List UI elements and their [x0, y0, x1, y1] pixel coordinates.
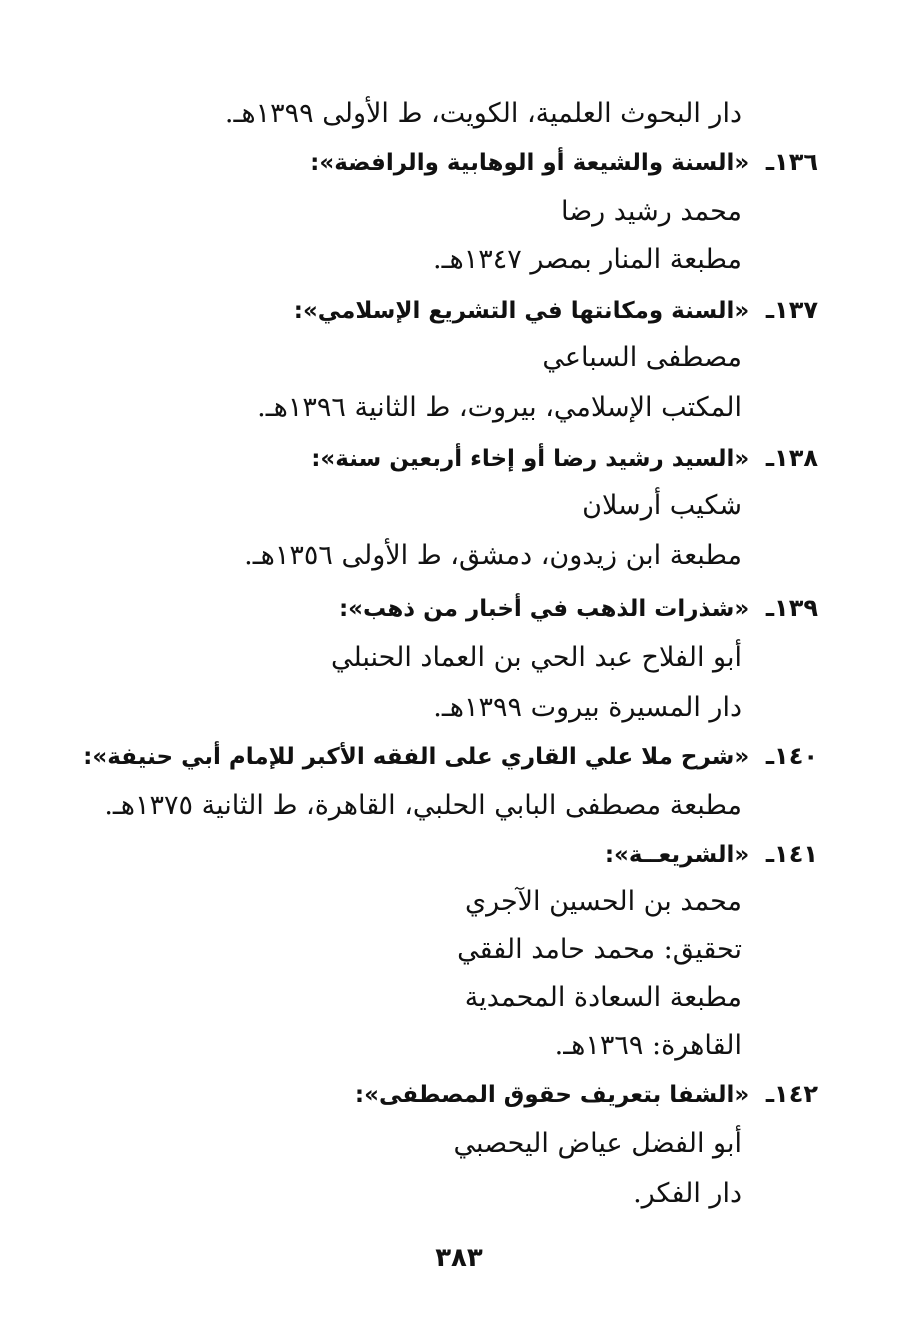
entry-heading	[83, 736, 818, 777]
body-line: دار البحوث العلمية، الكويت، ط الأولى ١٣٩٩هـ.	[224, 98, 742, 129]
body-line: أبو الفلاح عبد الحي بن العماد الحنبلي	[330, 642, 742, 673]
entry-number: ١٣٩ـ	[765, 594, 818, 622]
entry-title: «الشريعــة»:	[604, 842, 750, 868]
entry-heading	[355, 1074, 818, 1115]
entry-title: «شرح ملا علي القاري على الفقه الأكبر للإمام أبي حنيفة»:	[83, 744, 750, 770]
body-line: مصطفى السباعي	[542, 342, 742, 373]
entry-title: «السيد رشيد رضا أو إخاء أربعين سنة»:	[311, 446, 750, 472]
entry-heading	[605, 834, 818, 875]
entry-heading	[310, 142, 818, 183]
body-line: محمد بن الحسين الآجري	[464, 886, 742, 917]
page-number: ٣٨٣	[435, 1243, 483, 1273]
body-line: تحقيق: محمد حامد الفقي	[457, 934, 742, 965]
body-line: مطبعة ابن زيدون، دمشق، ط الأولى ١٣٥٦هـ.	[244, 540, 742, 571]
entry-heading	[311, 438, 818, 479]
body-line: محمد رشيد رضا	[560, 196, 742, 227]
entry-number: ١٣٨ـ	[765, 444, 818, 472]
entry-heading	[339, 588, 818, 629]
entry-title: «شذرات الذهب في أخبار من ذهب»:	[338, 596, 750, 622]
entry-number: ١٤٢ـ	[765, 1080, 818, 1108]
entry-number: ١٤٠ـ	[765, 742, 818, 770]
entry-title: «السنة والشيعة أو الوهابية والرافضة»:	[310, 150, 750, 176]
entry-title: «السنة ومكانتها في التشريع الإسلامي»:	[293, 298, 750, 324]
body-line: مطبعة المنار بمصر ١٣٤٧هـ.	[433, 244, 742, 275]
entry-title: «الشفا بتعريف حقوق المصطفى»:	[354, 1082, 750, 1108]
entry-number: ١٤١ـ	[765, 840, 818, 868]
entry-number: ١٣٧ـ	[765, 296, 818, 324]
body-line: القاهرة: ١٣٦٩هـ.	[554, 1030, 742, 1061]
body-line: مطبعة السعادة المحمدية	[464, 982, 742, 1013]
body-line: دار الفكر.	[633, 1178, 742, 1209]
body-line: دار المسيرة بيروت ١٣٩٩هـ.	[433, 692, 742, 723]
body-line: أبو الفضل عياض اليحصبي	[453, 1128, 742, 1159]
body-line: المكتب الإسلامي، بيروت، ط الثانية ١٣٩٦هـ.	[257, 392, 742, 423]
entry-heading	[294, 290, 818, 331]
body-line: شكيب أرسلان	[582, 490, 742, 521]
entry-number: ١٣٦ـ	[765, 148, 818, 176]
body-line: مطبعة مصطفى البابي الحلبي، القاهرة، ط الثانية ١٣٧٥هـ.	[104, 790, 742, 821]
